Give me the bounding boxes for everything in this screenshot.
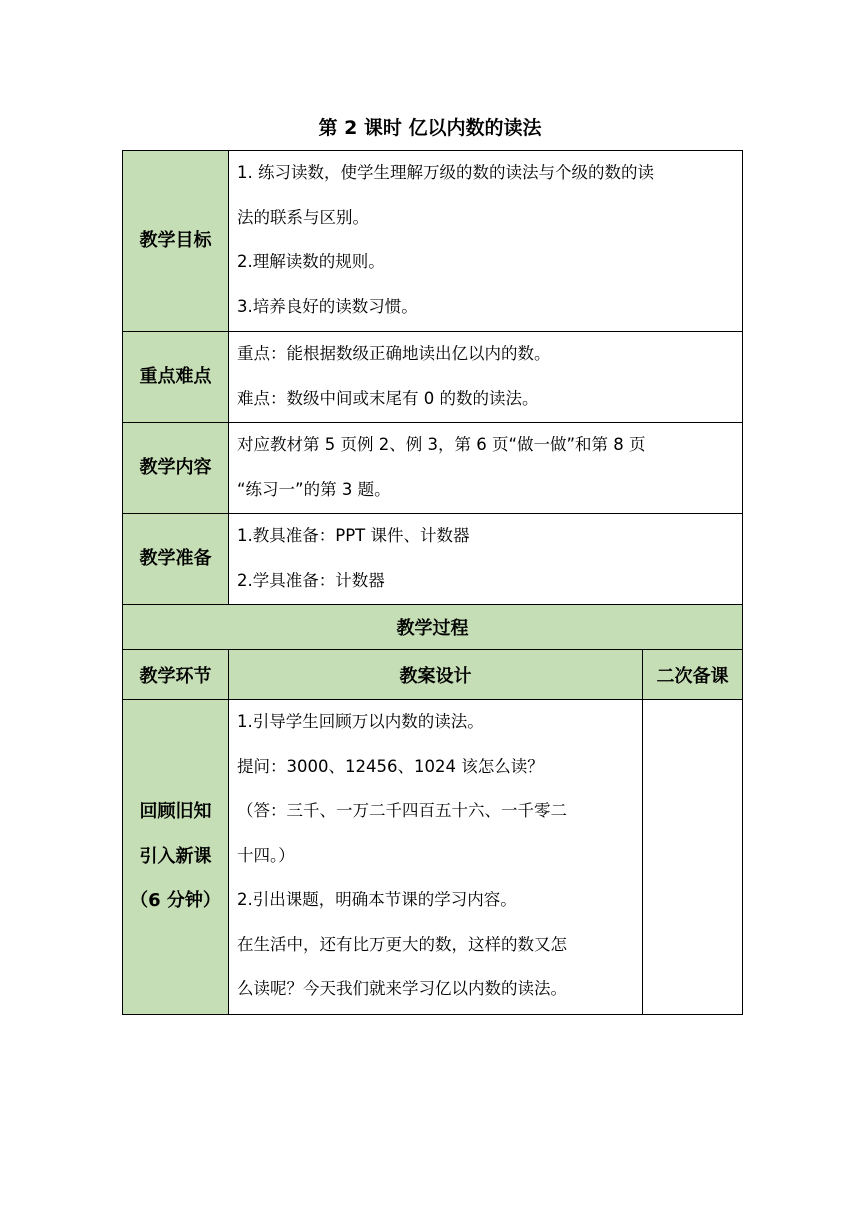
goals-line: 3.培养良好的读数习惯。 — [237, 296, 418, 316]
design-line: 十四。） — [237, 845, 295, 865]
goals-content — [229, 151, 743, 332]
key-points-line: 重点：能根据数级正确地读出亿以内的数。 — [237, 344, 551, 363]
process-columns-row — [123, 650, 743, 700]
lesson-plan-table — [122, 150, 743, 1015]
process-header: 教学过程 — [123, 605, 743, 650]
column-header-stage: 教学环节 — [123, 650, 229, 700]
preparation-line: 2.学具准备：计数器 — [237, 570, 385, 590]
stage-line: （6 分钟） — [130, 890, 221, 912]
goals-line: 法的联系与区别。 — [237, 207, 369, 227]
key-points-content — [229, 332, 743, 423]
content-line: 对应教材第 5 页例 2、例 3，第 6 页“做一做”和第 8 页 — [237, 435, 646, 454]
preparation-label: 教学准备 — [123, 514, 229, 605]
stage-cell — [123, 700, 229, 1015]
preparation-line: 1.教具准备：PPT 课件、计数器 — [237, 526, 470, 545]
goals-line: 2.理解读数的规则。 — [237, 252, 385, 271]
process-header-row — [123, 605, 743, 650]
design-cell — [229, 700, 643, 1015]
key-points-row — [123, 332, 743, 423]
process-row — [123, 700, 743, 1015]
preparation-content — [229, 514, 743, 605]
goals-line: 1. 练习读数，使学生理解万级的数的读法与个级的数的读 — [237, 163, 654, 182]
page-title: 第 2 课时 亿以内数的读法 — [318, 117, 542, 139]
preparation-row — [123, 514, 743, 605]
content-line: “练习一”的第 3 题。 — [237, 479, 391, 499]
design-line: 在生活中，还有比万更大的数，这样的数又怎 — [237, 934, 567, 954]
content-content — [229, 423, 743, 514]
column-header-notes: 二次备课 — [643, 650, 743, 700]
column-header-design: 教案设计 — [229, 650, 643, 700]
design-line: 么读呢？今天我们就来学习亿以内数的读法。 — [237, 979, 567, 998]
design-line: （答：三千、一万二千四百五十六、一千零二 — [237, 801, 567, 820]
key-points-line: 难点：数级中间或末尾有 0 的数的读法。 — [237, 388, 539, 408]
design-line: 1.引导学生回顾万以内数的读法。 — [237, 712, 484, 731]
stage-line: 引入新课 — [139, 845, 212, 867]
design-line: 提问：3000、12456、1024 该怎么读？ — [237, 756, 544, 776]
key-points-label: 重点难点 — [123, 332, 229, 423]
goals-label: 教学目标 — [123, 151, 229, 332]
goals-row — [123, 151, 743, 332]
notes-cell — [643, 700, 743, 1015]
content-label: 教学内容 — [123, 423, 229, 514]
design-line: 2.引出课题，明确本节课的学习内容。 — [237, 890, 517, 909]
content-row — [123, 423, 743, 514]
stage-line: 回顾旧知 — [139, 801, 212, 823]
